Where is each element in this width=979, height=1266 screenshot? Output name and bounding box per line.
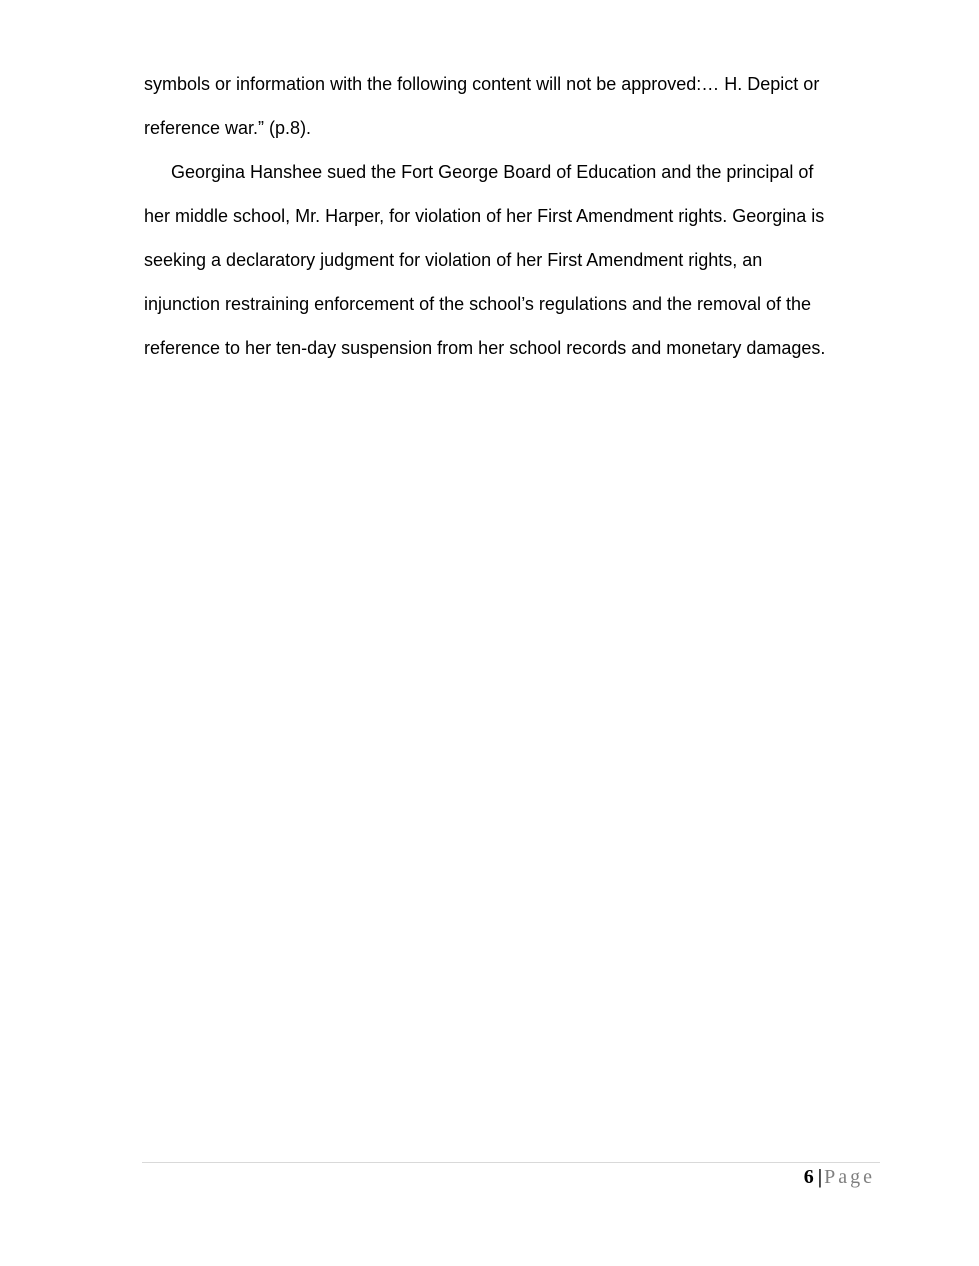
- text-line: injunction restraining enforcement of the school’s regulations and the removal of the: [144, 294, 812, 314]
- text-line: Georgina Hanshee sued the Fort George Board of Education and the principal of: [171, 162, 814, 182]
- footer-separator: |: [817, 1166, 823, 1188]
- paragraph-1: [144, 62, 879, 150]
- text-line: her middle school, Mr. Harper, for violation of her First Amendment rights. Georgina is: [144, 206, 825, 226]
- document-body: [144, 62, 879, 370]
- text-line: reference to her ten-day suspension from her school records and monetary damages.: [144, 338, 826, 358]
- page-label: Page: [824, 1166, 875, 1188]
- paragraph-2: [144, 150, 879, 370]
- text-line: reference war.” (p.8).: [144, 118, 312, 138]
- page-footer: [804, 1164, 875, 1190]
- text-line: symbols or information with the following content will not be approved:… H. Depict or: [144, 74, 820, 94]
- page-number: 6: [803, 1166, 814, 1188]
- footer-divider: [142, 1162, 880, 1163]
- text-line: seeking a declaratory judgment for violation of her First Amendment rights, an: [144, 250, 763, 270]
